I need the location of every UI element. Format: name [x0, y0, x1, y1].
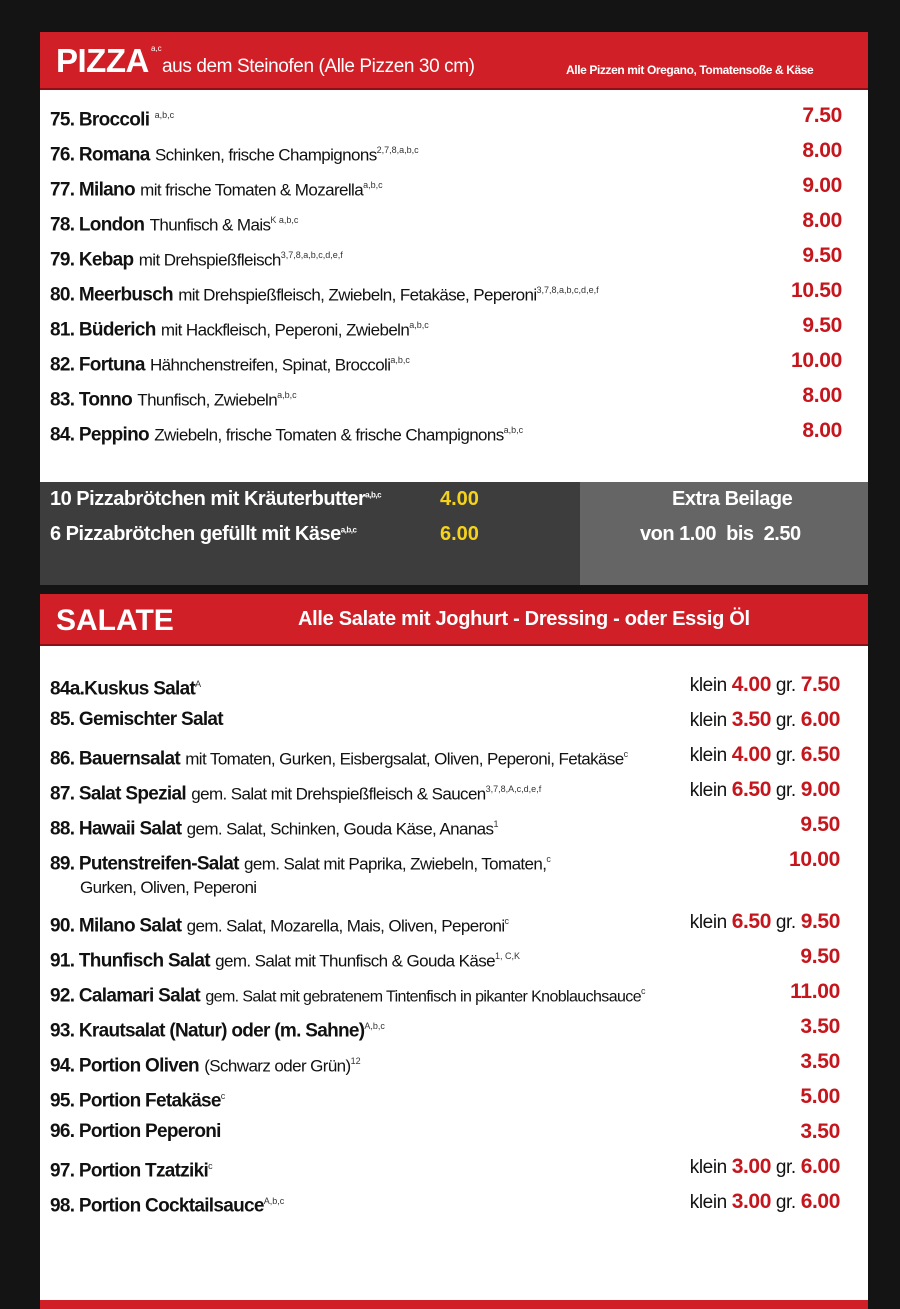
item-name: 76. Romana [50, 144, 150, 166]
menu-item [50, 974, 840, 1009]
item-name: 75. Broccoli [50, 109, 150, 131]
item-name: 85. Gemischter Salat [50, 709, 223, 730]
item-price: 9.50 [802, 314, 842, 337]
salate-section [40, 594, 868, 1309]
allergen-note: c [623, 749, 629, 759]
item-name: 89. Putenstreifen-Salat [50, 853, 239, 875]
item-price: 3.50 [800, 1120, 840, 1143]
pizza-title: PIZZA [56, 42, 149, 79]
pizza-list [50, 98, 842, 448]
item-price: 3.50 [800, 1050, 840, 1073]
item-desc: gem. Salat, Mozarella, Mais, Oliven, Peperoni [186, 916, 505, 936]
item-price: 5.00 [800, 1085, 840, 1108]
item-name: 92. Calamari Salat [50, 985, 201, 1007]
allergen-note: 3,7,8,a,b,c,d,e,f [536, 285, 599, 295]
item-desc-continued: Gurken, Oliven, Peperoni [80, 878, 257, 897]
menu-item [50, 308, 842, 343]
item-name: 88. Hawaii Salat [50, 818, 182, 840]
item-name: 86. Bauernsalat [50, 748, 180, 770]
allergen-note: a,b,c [363, 180, 383, 190]
item-desc: gem. Salat mit Drehspießfleisch & Saucen [191, 784, 486, 804]
item-desc: Zwiebeln, frische Tomaten & frische Champignons [154, 425, 504, 445]
menu-item [50, 378, 842, 413]
allergen-note: a,b,c [503, 425, 524, 435]
item-name: 77. Milano [50, 179, 135, 201]
menu-item [50, 1149, 840, 1184]
menu-item [50, 238, 842, 273]
item-name: 94. Portion Oliven [50, 1055, 199, 1077]
item-name: 80. Meerbusch [50, 284, 173, 306]
menu-item [50, 413, 842, 448]
allergen-note: c [504, 916, 510, 926]
item-name: 83. Tonno [50, 389, 133, 411]
allergen-note: 1 [493, 819, 499, 829]
pizza-note: Alle Pizzen mit Oregano, Tomatensoße & Käse [566, 63, 814, 77]
menu-item [50, 98, 842, 133]
item-name: 82. Fortuna [50, 354, 145, 376]
salate-list [50, 667, 840, 1219]
item-sizes: klein 4.00 gr. 6.50 [689, 743, 840, 766]
item-desc: mit Drehspießfleisch, Zwiebeln, Fetakäse, Peperoni [178, 285, 537, 305]
item-desc: mit Drehspießfleisch [138, 250, 281, 270]
item-price: 10.00 [790, 349, 842, 372]
item-price: 8.00 [802, 419, 842, 442]
item-price: 8.00 [802, 209, 842, 232]
pizza-header [40, 32, 868, 90]
extra-beilage-range: von 1.00 bis 2.50 [640, 523, 801, 545]
menu-item [50, 737, 840, 772]
item-desc: gem. Salat mit Thunfisch & Gouda Käse [215, 951, 496, 971]
item-sizes: klein 3.00 gr. 6.00 [689, 1155, 840, 1178]
item-name: 96. Portion Peperoni [50, 1121, 221, 1142]
item-price: 10.50 [790, 279, 842, 302]
allergen-note: K a,b,c [270, 215, 299, 225]
salate-title: SALATE [56, 604, 174, 637]
menu-item [50, 1044, 840, 1079]
allergen-note: 12 [350, 1056, 361, 1066]
menu-item [50, 667, 840, 702]
bottom-red-line [40, 1300, 868, 1309]
item-desc: Schinken, frische Champignons [154, 145, 377, 165]
item-sizes: klein 6.50 gr. 9.50 [689, 910, 840, 933]
menu-item [50, 1184, 840, 1219]
menu-item [50, 904, 840, 939]
allergen-note: c [208, 1161, 213, 1171]
allergen-note: 3,7,8,a,b,c,d,e,f [280, 250, 343, 260]
allergen-note: c [220, 1091, 226, 1101]
item-desc: Hähnchenstreifen, Spinat, Broccoli [150, 355, 391, 375]
item-price: 9.50 [800, 945, 840, 968]
item-price: 9.50 [802, 244, 842, 267]
menu-item [50, 807, 840, 842]
menu-item [50, 1079, 840, 1114]
item-desc: mit Hackfleisch, Peperoni, Zwiebeln [160, 320, 410, 340]
menu-item [50, 702, 840, 737]
menu-item [50, 273, 842, 308]
item-desc: mit Tomaten, Gurken, Eisbergsalat, Oliven, Peperoni, Fetakäse [185, 749, 624, 769]
allergen-note: a,b,c [154, 110, 175, 120]
item-price: 11.00 [790, 980, 840, 1003]
item-desc: Thunfisch, Zwiebeln [137, 390, 278, 410]
allergen-note: A [195, 679, 202, 689]
menu-item [50, 842, 840, 904]
item-desc: (Schwarz oder Grün) [204, 1056, 351, 1076]
allergen-note: c [641, 986, 646, 996]
item-desc: mit frische Tomaten & Mozarella [140, 180, 364, 200]
item-sizes: klein 4.00 gr. 7.50 [689, 673, 840, 696]
pizza-title-sup: a,c [151, 44, 162, 53]
allergen-note: 3,7,8,A,c,d,e,f [485, 784, 542, 794]
extra-beilage-title: Extra Beilage [672, 488, 793, 510]
item-name: 91. Thunfisch Salat [50, 950, 210, 972]
menu-item [50, 133, 842, 168]
allergen-note: a,b,c [277, 390, 297, 400]
item-desc: gem. Salat mit gebratenem Tintenfisch in pikanter Knoblauchsauce [205, 988, 641, 1006]
allergen-note: c [546, 854, 551, 864]
item-name: 84. Peppino [50, 424, 149, 446]
extras-bar [40, 482, 868, 585]
item-price: 7.50 [802, 104, 842, 127]
allergen-note: A,b,c [364, 1021, 385, 1031]
item-price: 10.00 [788, 848, 840, 871]
menu-item [50, 168, 842, 203]
item-desc: Thunfisch & Mais [149, 215, 271, 235]
item-name: 87. Salat Spezial [50, 783, 186, 805]
item-name: 81. Büderich [50, 319, 156, 341]
item-price: 3.50 [800, 1015, 840, 1038]
item-name: 79. Kebap [50, 249, 134, 271]
menu-item [50, 1009, 840, 1044]
menu-item [50, 1114, 840, 1149]
menu-item [50, 772, 840, 807]
item-sizes: klein 3.00 gr. 6.00 [689, 1190, 840, 1213]
item-name: 90. Milano Salat [50, 915, 182, 937]
pizza-subtitle: aus dem Steinofen (Alle Pizzen 30 cm) [162, 56, 475, 77]
allergen-note: a,b,c [390, 355, 410, 365]
item-name: 98. Portion Cocktailsauce [50, 1195, 264, 1217]
item-price: 8.00 [802, 139, 842, 162]
allergen-note: 1, C,K [495, 951, 521, 961]
menu-item [50, 203, 842, 238]
item-name: 95. Portion Fetakäse [50, 1090, 221, 1112]
item-sizes: klein 3.50 gr. 6.00 [689, 708, 840, 731]
pizza-section [40, 32, 868, 583]
item-price: 8.00 [802, 384, 842, 407]
item-price: 9.50 [800, 813, 840, 836]
extras-price: 6.00 [440, 523, 479, 545]
menu-item [50, 343, 842, 378]
extras-label: 10 Pizzabrötchen mit Kräuterbutter$^{a,b,c}$ [50, 488, 382, 510]
item-sizes: klein 6.50 gr. 9.00 [689, 778, 840, 801]
extra-beilage-box [580, 482, 868, 585]
salate-header [40, 594, 868, 646]
allergen-note: A,b,c [263, 1196, 285, 1206]
item-name: 78. London [50, 214, 145, 236]
item-desc: gem. Salat mit Paprika, Zwiebeln, Tomaten, [244, 854, 547, 874]
item-name: 84a.Kuskus Salat [50, 678, 196, 700]
salate-note: Alle Salate mit Joghurt - Dressing - oder Essig Öl [298, 608, 750, 630]
item-price: 9.00 [802, 174, 842, 197]
menu-item [50, 939, 840, 974]
item-name: 93. Krautsalat (Natur) oder (m. Sahne) [50, 1020, 365, 1042]
item-name: 97. Portion Tzatziki [50, 1160, 209, 1182]
extras-label: 6 Pizzabrötchen gefüllt mit Käse$^{a,b,c}$ [50, 523, 357, 545]
allergen-note: a,b,c [409, 320, 429, 330]
allergen-note: 2,7,8,a,b,c [376, 145, 419, 155]
extras-price: 4.00 [440, 488, 479, 510]
item-desc: gem. Salat, Schinken, Gouda Käse, Ananas [186, 819, 494, 839]
